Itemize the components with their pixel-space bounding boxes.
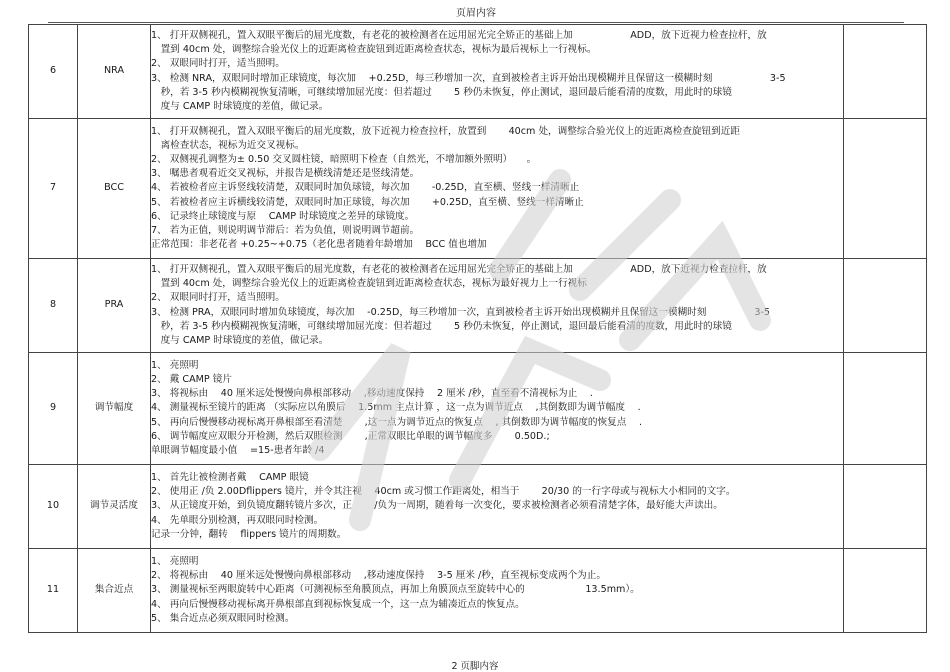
step-line: 离检查状态，视标为近交叉视标。 (151, 140, 305, 152)
step-line: 3、 嘱患者观看近交叉视标，并报告是横线清楚还是竖线清楚。 (151, 168, 420, 180)
step-line: 3、 测量视标至两眼旋转中心距离（可测视标至角膜顶点，再加上角膜顶点至旋转中心的 13.5mm）。 (151, 584, 640, 596)
step-line: 1、 打开双侧视孔，置入双眼平衡后的屈光度数，放下近视力检查拉杆，放置到 40cm 处，调整综合验光仪上的近距离检查旋钮到近距 (151, 126, 740, 138)
step-line: 3、 检测 NRA，双眼同时增加正球镜度，每次加 +0.25D，每三秒增加一次，直到被检者主诉开始出现模糊并且保留这一模糊时刻 3-5 (151, 72, 786, 84)
step-line: 单眼调节幅度最小值 =15-患者年龄 /4 (151, 444, 325, 456)
step-line: 秒，若 3-5 秒内模糊视恢复清晰，可继续增加屈光度：但若超过 5 秒仍未恢复，停止测试，退回最后能看清的度数，用此时的球镜 (151, 86, 732, 98)
step-line: 4、 若被检者应主诉竖线较清楚，双眼同时加负球镜，每次加 -0.25D，直至横、竖线一样清晰止 (151, 182, 580, 194)
step-line: 2、 双眼同时打开，适当照明。 (151, 58, 285, 70)
header-text: 页眉内容 (456, 8, 496, 19)
step-line: 5、 再向后慢慢移动视标离开鼻根部至看清楚 ,这一点为调节近点的恢复点 , 其倒数即为调节幅度的恢复点 . (151, 416, 642, 428)
row-number: 8 (29, 259, 78, 353)
test-name: BCC (78, 119, 151, 259)
procedure-steps (151, 259, 844, 353)
step-line: 4、 先单眼分别检测，再双眼同时检测。 (151, 514, 324, 526)
step-line: 记录一分钟，翻转 flippers 镜片的周期数。 (151, 528, 347, 540)
empty-cell (844, 259, 927, 353)
table-row (29, 25, 927, 119)
row-number: 7 (29, 119, 78, 259)
step-line: 1、 打开双侧视孔，置入双眼平衡后的屈光度数，有老花的被检测者在远用屈光完全矫正的基础上加 ADD，放下近视力检查拉杆，放 (151, 264, 767, 276)
test-name: 调节灵活度 (78, 465, 151, 549)
empty-cell (844, 465, 927, 549)
row-number: 11 (29, 549, 78, 633)
procedure-steps (151, 353, 844, 465)
test-name: 调节幅度 (78, 353, 151, 465)
step-line: 1、 亮照明 (151, 360, 199, 372)
table-row (29, 119, 927, 259)
step-line: 1、 打开双侧视孔，置入双眼平衡后的屈光度数，有老花的被检测者在远用屈光完全矫正的基础上加 ADD，放下近视力检查拉杆，放 (151, 30, 767, 42)
procedure-steps (151, 549, 844, 633)
empty-cell (844, 549, 927, 633)
step-line: 1、 首先让被检测者戴 CAMP 眼镜 (151, 472, 309, 484)
step-line: 度与 CAMP 时球镜度的差值，做记录。 (151, 334, 329, 346)
step-line: 3、 检测 PRA，双眼同时增加负球镜度，每次加 -0.25D，每三秒增加一次，直到被检者主诉开始出现模糊并且保留这一模糊时刻 3-5 (151, 306, 771, 318)
step-line: 正常范围：非老花者 +0.25~+0.75（老化患者随着年龄增加 BCC 值也增加 (151, 238, 487, 250)
empty-cell (844, 25, 927, 119)
step-line: 置到 40cm 处，调整综合验光仪上的近距离检查旋钮到近距离检查状态，视标为最后视标上一行视标。 (151, 44, 597, 56)
step-line: 4、 测量视标至镜片的距离 （实际应以角膜后 1.5mm 主点计算 ，这一点为调节近点 ,其倒数即为调节幅度 . (151, 402, 641, 414)
step-line: 3、 从正镜度开始，到负镜度翻转镜片多次，正 /负为一周期，随着每一次变化，要求被检测者必须看清楚字体，最好能大声读出。 (151, 500, 723, 512)
empty-cell (844, 353, 927, 465)
step-line: 2、 戴 CAMP 镜片 (151, 374, 232, 386)
step-line: 置到 40cm 处，调整综合验光仪上的近距离检查旋钮到近距离检查状态，视标为最好视力上一行视标 (151, 278, 587, 290)
test-name: 集合近点 (78, 549, 151, 633)
step-line: 5、 若被检者应主诉横线较清楚，双眼同时加正球镜，每次加 +0.25D，直至横、竖线一样清晰止 (151, 196, 584, 208)
step-line: 5、 集合近点必须双眼同时检测。 (151, 612, 295, 624)
step-line: 度与 CAMP 时球镜度的差值，做记录。 (151, 100, 329, 112)
step-line: 秒，若 3-5 秒内模糊视恢复清晰，可继续增加屈光度：但若超过 5 秒仍未恢复，停止测试，退回最后能看清的度数，用此时的球镜 (151, 320, 732, 332)
step-line: 2、 使用正 /负 2.00Dflippers 镜片，并令其注视 40cm 或习惯工作距离处，相当于 20/30 的一行字母或与视标大小相同的文字。 (151, 486, 736, 498)
row-number: 6 (29, 25, 78, 119)
step-line: 2、 将视标由 40 厘米远处慢慢向鼻根部移动 ,移动速度保持 3-5 厘米 /秒，直至视标变成两个为止。 (151, 570, 606, 582)
step-line: 7、 若为正值，则说明调节滞后：若为负值，则说明调节超前。 (151, 224, 420, 236)
empty-cell (844, 119, 927, 259)
step-line: 4、 再向后慢慢移动视标离开鼻根部直到视标恢复成一个，这一点为辅凑近点的恢复点。 (151, 598, 525, 610)
procedure-steps (151, 25, 844, 119)
procedure-table (28, 24, 927, 633)
table-row (29, 549, 927, 633)
table-row (29, 465, 927, 549)
procedure-steps (151, 465, 844, 549)
row-number: 9 (29, 353, 78, 465)
procedure-steps (151, 119, 844, 259)
page-header (48, 0, 904, 23)
step-line: 1、 亮照明 (151, 556, 199, 568)
test-name: NRA (78, 25, 151, 119)
row-number: 10 (29, 465, 78, 549)
step-line: 6、 调节幅度应双眼分开检测，然后双眼检测 ,正常双眼比单眼的调节幅度多 0.50D.; (151, 430, 550, 442)
step-line: 2、 双眼同时打开，适当照明。 (151, 292, 285, 304)
footer-text: 2 页脚内容 (451, 661, 499, 672)
step-line: 6、 记录终止球镜度与原 CAMP 时球镜度之差异的球镜度。 (151, 210, 415, 222)
step-line: 3、 将视标由 40 厘米远处慢慢向鼻根部移动 ,移动速度保持 2 厘米 /秒，直至看不清视标为止 . (151, 388, 593, 400)
table-row (29, 259, 927, 353)
table-row (29, 353, 927, 465)
test-name: PRA (78, 259, 151, 353)
step-line: 2、 双侧视孔调整为± 0.50 交叉圆柱镜，暗照明下检查（自然光，不增加额外照明） 。 (151, 154, 537, 166)
